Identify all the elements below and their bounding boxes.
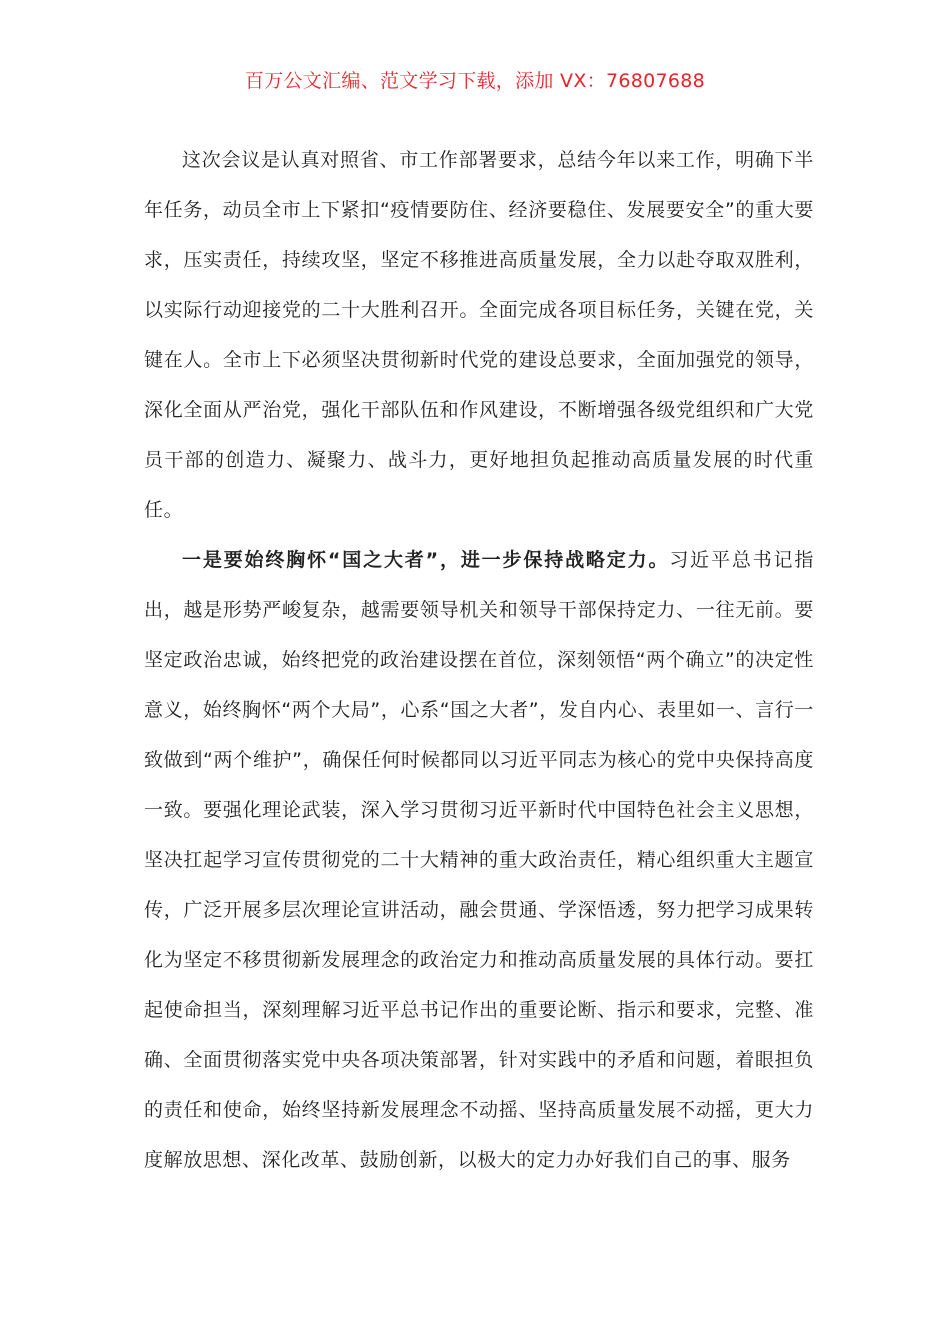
section-one-text: 习近平总书记指出，越是形势严峻复杂，越需要领导机关和领导干部保持定力、一往无前。要坚定政治忠诚，始终把党的政治建设摆在首位，深刻领悟“两个确立”的决定性意义，始终胸怀“两个大局”，心系“国之大者”，发自内心、表里如一、言行一致做到“两个维护”，确保任何时候都同以习近平同志为核心的党中央保持高度一致。要强化理论武装，深入学习贯彻习近平新时代中国特色社会主义思想，坚决扛起学习宣传贯彻党的二十大精神的重大政治责任，精心组织重大主题宣传，广泛开展多层次理论宣讲活动，融会贯通、学深悟透，努力把学习成果转化为坚定不移贯彻新发展理念的政治定力和推动高质量发展的具体行动。要扛起使命担当，深刻理解习近平总书记作出的重要论断、指示和要求，完整、准确、全面贯彻落实党中央各项决策部署，针对实践中的矛盾和问题，着眼担负的责任和使命，始终坚持新发展理念不动摇、坚持高质量发展不动摇，更大力度解放思想、深化改革、鼓励创新，以极大的定力办好我们自己的事、服务: [144, 549, 814, 1171]
paragraph-section-one: [144, 535, 814, 1185]
paragraph-intro: 这次会议是认真对照省、市工作部署要求，总结今年以来工作，明确下半年任务，动员全市上下紧扣“疫情要防住、经济要稳住、发展要安全”的重大要求，压实责任，持续攻坚，坚定不移推进高质量发展，全力以赴夺取双胜利，以实际行动迎接党的二十大胜利召开。全面完成各项目标任务，关键在党，关键在人。全市上下必须坚决贯彻新时代党的建设总要求，全面加强党的领导，深化全面从严治党，强化干部队伍和作风建设，不断增强各级党组织和广大党员干部的创造力、凝聚力、战斗力，更好地担负起推动高质量发展的时代重任。: [144, 149, 814, 521]
section-one-heading: 一是要始终胸怀“国之大者”，进一步保持战略定力。: [182, 549, 670, 571]
document-body: [144, 135, 814, 1185]
watermark-header: 百万公文汇编、范文学习下载，添加 VX：76807688: [244, 70, 706, 92]
